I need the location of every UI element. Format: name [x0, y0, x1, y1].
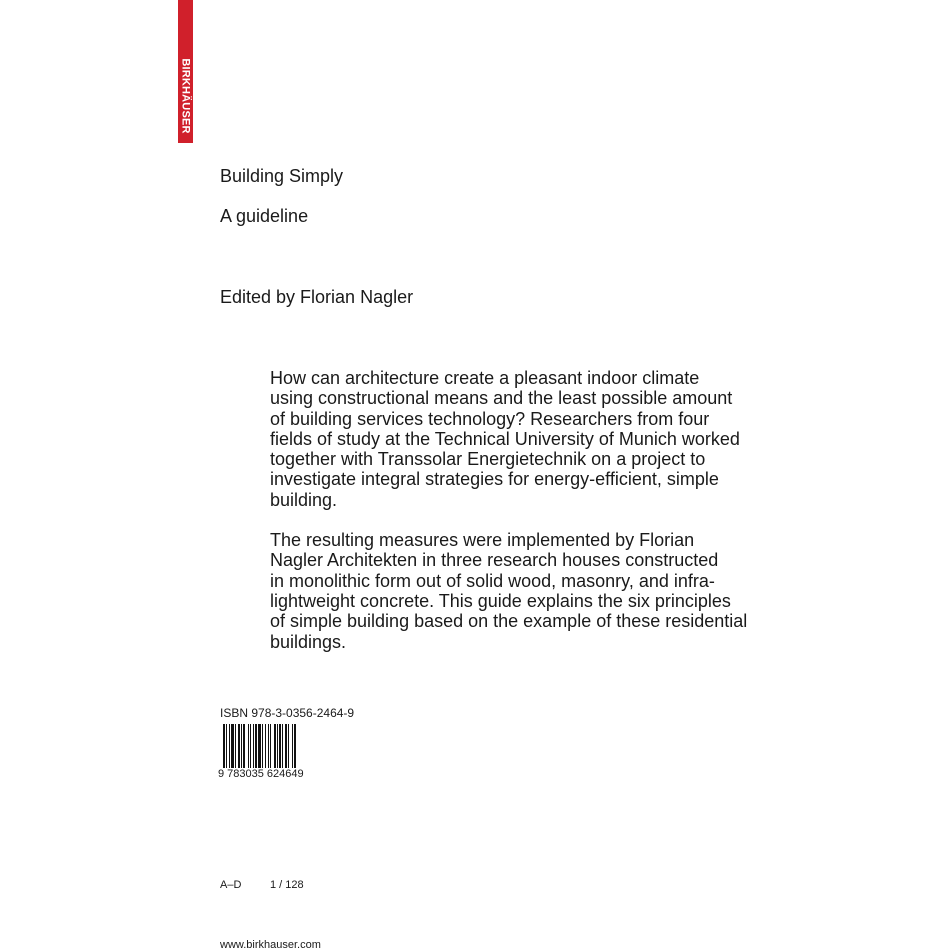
publisher-name: BIRKHÄUSER [179, 57, 192, 134]
blurb-paragraph: How can architecture create a pleasant indoor climate using constructional means and the least possible amount of building services technology? Researchers from four fields of study at the Technical University of Munich worked together with Transsolar Energietechnik on a project to investigate integral strategies for energy-efficient, simple building. [270, 368, 740, 510]
book-editor: Edited by Florian Nagler [220, 287, 414, 307]
book-subtitle: A guideline [220, 206, 309, 226]
publisher-website: www.birkhauser.com [220, 939, 321, 951]
publisher-logo [177, 48, 194, 143]
book-title: Building Simply [220, 166, 344, 186]
book-blurb [270, 368, 800, 672]
category-label: A–D [220, 879, 242, 891]
blurb-paragraph: The resulting measures were implemented by Florian Nagler Architekten in three research houses constructed in monolithic form out of solid wood, masonry, and infra- lightweight concrete. This guide explains the six principles of simple building based on the example of these residential buildings. [270, 530, 748, 652]
barcode-digits: 9 783035 624649 [218, 768, 304, 780]
isbn-label: ISBN 978-3-0356-2464-9 [220, 706, 355, 720]
series-code: 1 / 128 [270, 879, 304, 891]
